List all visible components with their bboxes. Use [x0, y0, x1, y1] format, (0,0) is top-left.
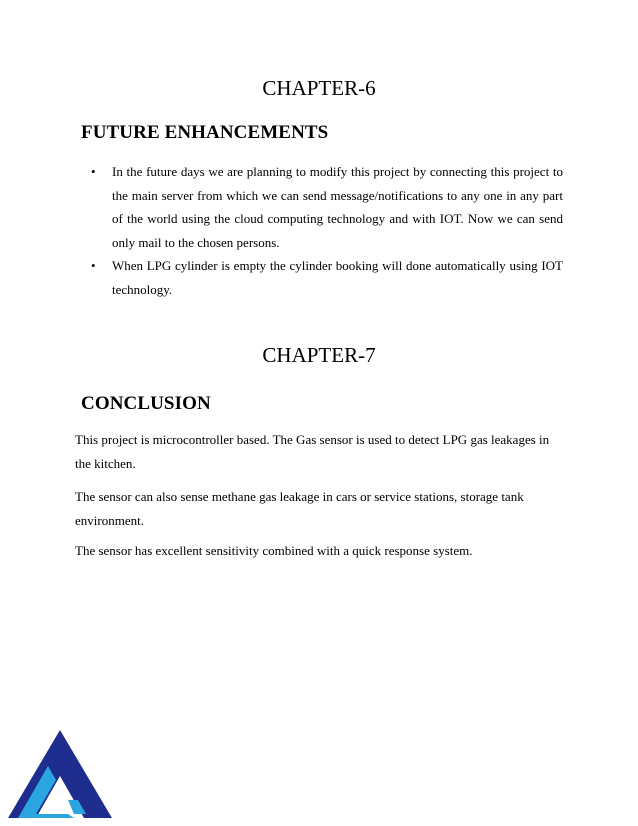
list-item-text: When LPG cylinder is empty the cylinder booking will done automatically using IOT technology.	[112, 258, 563, 297]
future-enhancements-list	[0, 160, 638, 301]
chapter-7-title: CHAPTER-7	[262, 343, 376, 367]
conclusion-paragraph: This project is microcontroller based. The Gas sensor is used to detect LPG gas leakages in the kitchen.	[75, 432, 550, 471]
conclusion-paragraph: The sensor can also sense methane gas leakage in cars or service stations, storage tank environment.	[75, 489, 524, 528]
list-item	[0, 160, 563, 254]
future-enhancements-heading: FUTURE ENHANCEMENTS	[81, 122, 329, 143]
bullet-icon: •	[91, 164, 96, 179]
logo-dark-shape	[8, 730, 112, 818]
conclusion-paragraph: The sensor has excellent sensitivity combined with a quick response system.	[75, 543, 473, 558]
chapter-6-title: CHAPTER-6	[262, 76, 376, 100]
list-item-text: In the future days we are planning to modify this project by connecting this project to the main server from which we can send message/notifications to any one in any part of the world using the cloud computing technology and with IOT. Now we can send only mail to the chosen persons.	[112, 164, 563, 250]
bullet-icon: •	[91, 258, 96, 273]
list-item	[0, 254, 563, 301]
triangle-a-logo-icon	[8, 728, 112, 820]
conclusion-heading: CONCLUSION	[81, 393, 211, 414]
